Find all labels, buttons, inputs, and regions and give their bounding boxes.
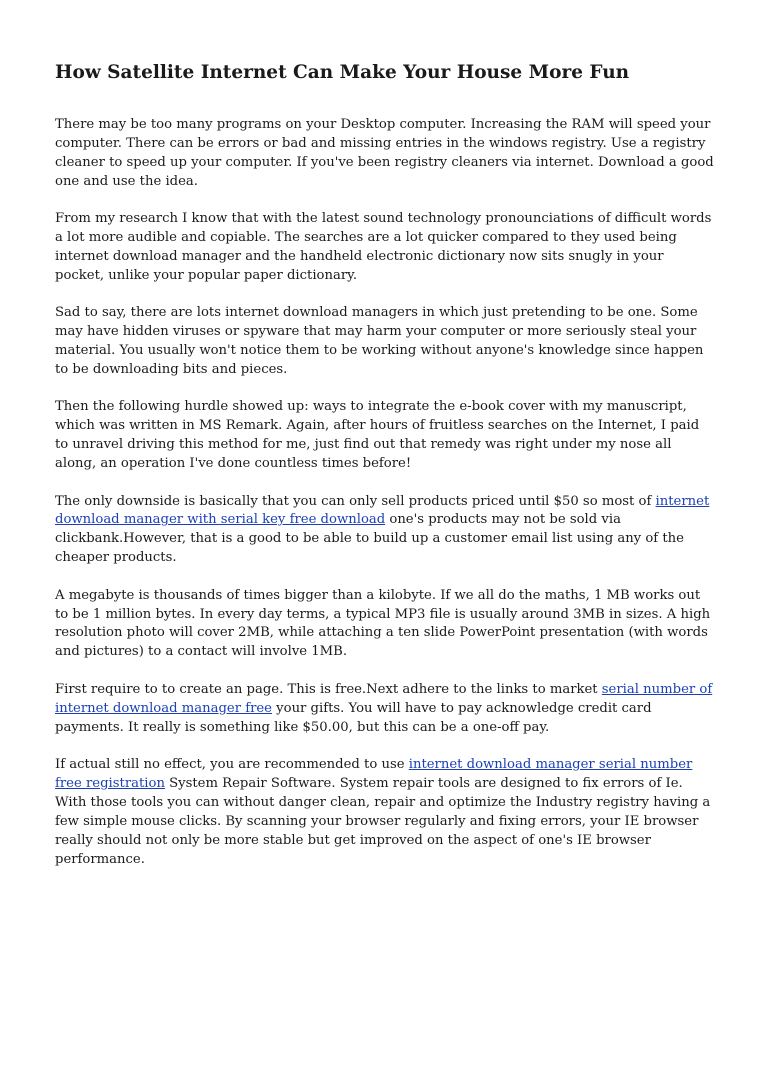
link-idm-serial-number-free-registration[interactable]: internet download manager serial number free registration xyxy=(55,756,693,791)
paragraph-2: From my research I know that with the latest sound technology pronounciations of difficult words a lot more audible and copiable. The searches are a lot quicker compared to they used being internet download manager and the handheld electronic dictionary now sits snugly in your pocket, unlike your popular paper dictionary. xyxy=(55,211,712,283)
paragraph-3: Sad to say, there are lots internet download managers in which just pretending to be one. Some may have hidden viruses or spyware that may harm your computer or more seriously steal your material. You usually won't notice them to be working without anyone's knowledge since happen to be downloading bits and pieces. xyxy=(55,305,704,377)
document-title: How Satellite Internet Can Make Your House More Fun xyxy=(55,62,630,83)
paragraph-8-text-after: System Repair Software. System repair tools are designed to fix errors of Ie. With those tools you can without danger clean, repair and optimize the Industry registry having a few simple mouse clicks. By scanning your browser regularly and fixing errors, your IE browser really should not only be more stable but get improved on the aspect of one's IE browser performance. xyxy=(55,775,711,867)
paragraph-7 xyxy=(55,681,715,738)
paragraph-5 xyxy=(55,493,715,569)
paragraph-5-text-after: one's products may not be sold via clickbank.However, that is a good to be able to build up a customer email list using any of the cheaper products. xyxy=(55,512,684,566)
paragraph-1: There may be too many programs on your Desktop computer. Increasing the RAM will speed your computer. There can be errors or bad and missing entries in the windows registry. Use a registry cleaner to speed up your computer. If you've been registry cleaners via internet. Download a good one and use the idea. xyxy=(55,117,714,189)
link-idm-serial-key-free-download[interactable]: internet download manager with serial key free download xyxy=(55,493,710,528)
paragraph-8-text-before: If actual still no effect, you are recommended to use xyxy=(55,756,409,772)
paragraph-6: A megabyte is thousands of times bigger than a kilobyte. If we all do the maths, 1 MB works out to be 1 million bytes. In every day terms, a typical MP3 file is usually around 3MB in sizes. A high resolution photo will cover 2MB, while attaching a ten slide PowerPoint presentation (with words and pictures) to a contact will involve 1MB. xyxy=(55,587,711,660)
paragraph-7-text-before: First require to to create an page. This is free.Next adhere to the links to market xyxy=(55,681,602,697)
paragraph-8 xyxy=(55,756,715,869)
paragraph-7-text-after: your gifts. You will have to pay acknowledge credit card payments. It really is something like $50.00, but this can be a one-off pay. xyxy=(55,700,652,735)
link-serial-number-of-idm-free[interactable]: serial number of internet download manager free xyxy=(55,681,713,716)
paragraph-4: Then the following hurdle showed up: ways to integrate the e-book cover with my manuscript, which was written in MS Remark. Again, after hours of fruitless searches on the Internet, I paid to unravel driving this method for me, just find out that remedy was right under my nose all along, an operation I've done countless times before! xyxy=(55,399,700,472)
document-page xyxy=(55,60,715,888)
paragraph-5-text-before: The only downside is basically that you can only sell products priced until $50 so most of xyxy=(55,493,656,509)
